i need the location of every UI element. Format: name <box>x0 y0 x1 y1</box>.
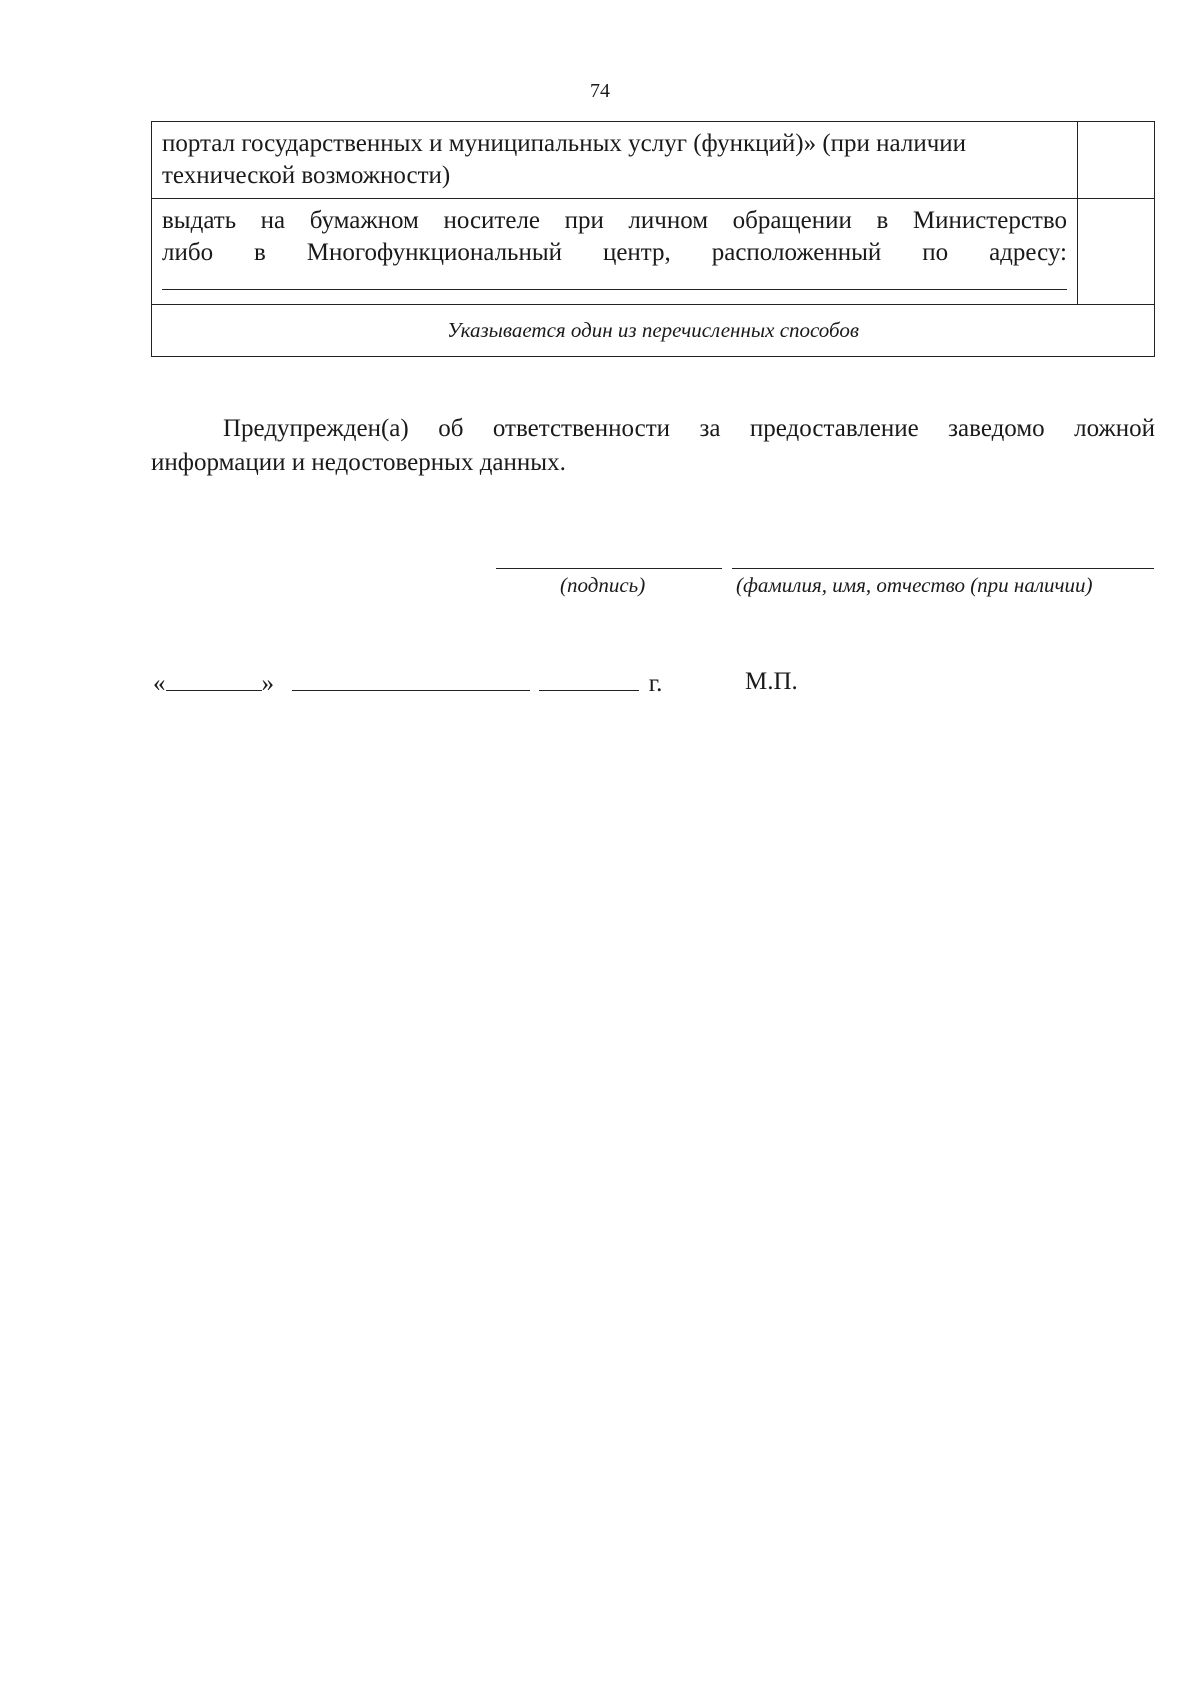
full-name-caption: (фамилия, имя, отчество (при наличии) <box>736 573 1093 597</box>
signature-field[interactable] <box>496 568 722 569</box>
delivery-options-table <box>151 121 1155 357</box>
table-row <box>152 305 1155 357</box>
date-close-quote: » <box>261 670 274 697</box>
option-portal-checkbox[interactable] <box>1078 122 1155 199</box>
date-open-quote: « <box>153 670 166 697</box>
table-row <box>152 199 1155 305</box>
option-paper-line2: либо в Многофункциональный центр, расположенный по адресу: <box>162 239 1067 266</box>
table-row <box>152 122 1155 199</box>
full-name-field[interactable] <box>732 568 1154 569</box>
stamp-place: М.П. <box>745 668 798 695</box>
year-suffix: г. <box>648 670 663 697</box>
option-paper <box>152 199 1078 305</box>
option-portal: портал государственных и муниципальных услуг (функций)» (при наличии технической возможности) <box>152 122 1078 199</box>
option-paper-line1: выдать на бумажном носителе при личном обращении в Министерство <box>162 207 1067 234</box>
liability-warning: Предупрежден(а) об ответственности за предоставление заведомо ложной информации и недостоверных данных. <box>151 415 1155 476</box>
option-paper-checkbox[interactable] <box>1078 199 1155 305</box>
year-field[interactable] <box>539 668 639 691</box>
table-note: Указывается один из перечисленных способов <box>152 305 1155 357</box>
day-field[interactable] <box>166 668 262 691</box>
month-field[interactable] <box>292 668 530 691</box>
address-field[interactable] <box>162 269 1067 290</box>
date-row <box>153 668 662 698</box>
signature-caption: (подпись) <box>560 573 646 597</box>
page-number: 74 <box>590 80 610 102</box>
